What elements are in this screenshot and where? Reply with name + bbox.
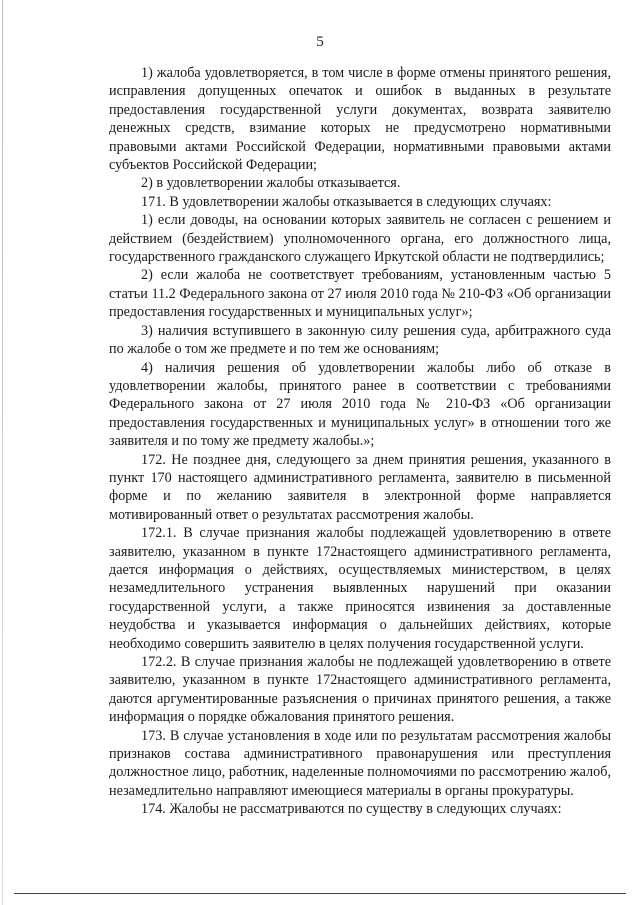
paragraph: 172.1. В случае признания жалобы подлежащей удовлетворению в ответе заявителю, указанном в пункте 172настоящего административного регламента, дается информация о действиях, осуществляемых министерством, в целях незамедлительного устранения выявленных нарушений при оказании государственной услуги, а также приносятся извинения за доставленные неудобства и указывается информация о дальнейших действиях, которые необходимо совершить заявителю в целях получения государственной услуги.: [109, 525, 611, 652]
page-bottom-rule: [14, 893, 626, 894]
paragraph: 173. В случае установления в ходе или по результатам рассмотрения жалобы признаков состава административного правонарушения или преступления должностное лицо, работник, наделенные полномочиями по рассмотрению жалоб, незамедлительно направляют имеющиеся материалы в органы прокуратуры.: [109, 727, 611, 799]
paragraph: 174. Жалобы не рассматриваются по существу в следующих случаях:: [141, 801, 562, 818]
document-body: [109, 64, 611, 819]
paragraph: 1) если доводы, на основании которых заявитель не согласен с решением и действием (бездействием) уполномоченного органа, его должностного лица, государственного гражданского служащего Иркутской области не подтвердились;: [109, 212, 611, 266]
paragraph: 2) в удовлетворении жалобы отказывается.: [141, 175, 401, 192]
paragraph: 4) наличия решения об удовлетворении жалобы либо об отказе в удовлетворении жалобы, принятого ранее в соответствии с требованиями Федерального закона от 27 июля 2010 года № 210-ФЗ «Об организации предоставления государственных и муниципальных услуг» в отношении того же заявителя и по тому же предмету жалобы.»;: [109, 359, 611, 450]
page-number: 5: [316, 34, 324, 50]
paragraph: 2) если жалоба не соответствует требованиям, установленным частью 5 статьи 11.2 Федерального закона от 27 июля 2010 года № 210-ФЗ «Об организации предоставления государственных и муниципальных услуг»;: [109, 267, 611, 321]
scan-left-edge: [2, 0, 3, 905]
paragraph: 1) жалоба удовлетворяется, в том числе в форме отмены принятого решения, исправления допущенных опечаток и ошибок в выданных в результате предоставления государственной услуги документах, возврата заявителю денежных средств, взимание которых не предусмотрено нормативными правовыми актами Российской Федерации, нормативными правовыми актами субъектов Российской Федерации;: [109, 65, 611, 174]
paragraph: 172. Не позднее дня, следующего за днем принятия решения, указанного в пункт 170 настоящего административного регламента, заявителю в письменной форме и по желанию заявителя в электронной форме направляется мотивированный ответ о результатах рассмотрения жалобы.: [109, 451, 611, 523]
paragraph: 3) наличия вступившего в законную силу решения суда, арбитражного суда по жалобе о том же предмете и по тем же основаниям;: [109, 322, 611, 358]
paragraph: 171. В удовлетворении жалобы отказывается в следующих случаях:: [141, 193, 552, 210]
paragraph: 172.2. В случае признания жалобы не подлежащей удовлетворению в ответе заявителю, указанном в пункте 172настоящего административного регламента, даются аргументированные разъяснения о причинах принятого решения, а также информация о порядке обжалования принятого решения.: [109, 654, 611, 726]
